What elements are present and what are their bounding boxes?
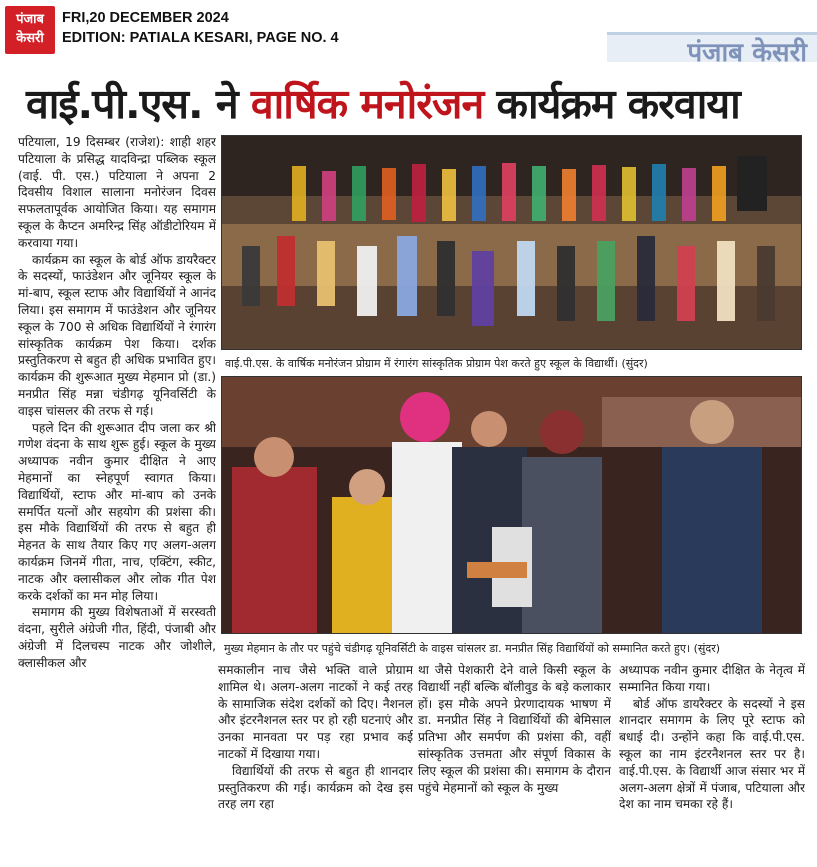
stage-performance-photo (221, 135, 802, 350)
article-headline (26, 74, 806, 136)
article-column-1 (18, 134, 216, 867)
stage-performance-illustration (222, 136, 802, 350)
article-column-3 (418, 662, 611, 867)
clipped-masthead-text: पंजाब केसरी (687, 38, 807, 62)
publication-date: FRI,20 DECEMBER 2024 (62, 10, 229, 26)
paragraph: समागम की मुख्य विशेषताओं में सरस्वती वंदना, सुरीले अंग्रेजी गीत, हिंदी, पंजाबी और अंग्रेजी में दिलचस्प नाटक और जोशीले, क्लासीकल और (18, 605, 216, 670)
paragraph: पटियाला, 19 दिसम्बर (राजेश): शाही शहर पटियाला के प्रसिद्ध यादविन्द्रा पब्लिक स्कूल (वाई. पी. एस.) पटियाला ने अपना 2 दिवसीय विशाल सालाना मनोरंजन दिवस सफलतापूर्वक आयोजित किया। यह समागम स्कूल के कैप्टन अमरिन्द्र सिंह ऑडीटोरियम में करवाया गया। (18, 135, 216, 250)
headline-part-1: वाई.पी.एस. ने (26, 80, 251, 128)
paragraph: समकालीन नाच जैसे भक्ति वाले प्रोग्राम शामिल थे। अलग-अलग नाटकों ने कई तरह के सामाजिक संदेश दर्शकों को दिए। नैशनल और इंटरनैशनल स्तर पर हो रही घटनाएं और उनका मानवता पर पड़ रहा प्रभाव कई नाटकों में दिखाया गया। (218, 663, 413, 761)
photo1-caption: वाई.पी.एस. के वार्षिक मनोरंजन प्रोग्राम में रंगारंग सांस्कृतिक प्रोग्राम पेश करते हुए स्कूल के विद्यार्थी। (सुंदर) (225, 357, 648, 370)
headline-part-3: कार्यक्रम करवाया (483, 80, 740, 128)
paragraph: विद्यार्थियों की तरफ से बहुत ही शानदार प्रस्तुतिकरण की गई। कार्यक्रम को देख इस तरह लग रहा (218, 763, 413, 812)
paragraph: पहले दिन की शुरूआत दीप जला कर श्री गणेश वंदना के साथ शुरू हुई। स्कूल के मुख्य अध्यापक नवीन कुमार दीक्षित ने आए मेहमानों का स्नेहपूर्ण स्वागत किया। विद्यार्थियों, स्टाफ और मां-बाप को उनके समर्पित यत्नों और सहयोग की प्रशंसा की। इस मौके विद्यार्थियों की तरफ से बहुत ही मेहनत के साथ तैयार किए गए अलग-अलग कार्यक्रम जिनमें गीता, नाच, एक्टिंग, स्कीट, नाटक और क्लासीकल और लोक गीत पेश करके दर्शकों का मन मोह लिया। (18, 420, 216, 603)
article-column-4 (619, 662, 805, 867)
headline-part-2: वार्षिक मनोरंजन (250, 80, 484, 128)
masthead-bar (0, 0, 817, 60)
paragraph: कार्यक्रम का स्कूल के बोर्ड ऑफ डायरैक्टर के सदस्यों, फाउंडेशन और जूनियर स्कूल के मां-बाप, स्कूल स्टाफ और विद्यार्थियों ने आनंद लिया। इस समागम में फाउंडेशन और जूनियर स्कूल के 700 से अधिक विद्यार्थियों ने रंगारंग सांस्कृतिक कार्यक्रम पेश किया। दर्शक प्रस्तुतिकरण से बहुत ही अधिक प्रभावित हुए। कार्यक्रम की शुरूआत मुख्य मेहमान प्रो (डा.) मनप्रीत सिंह मन्ना चंडीगढ़ यूनिवर्सिटी के वाइस चांसलर की तरफ से गई। (18, 252, 216, 418)
logo-line-1: पंजाब (16, 12, 44, 27)
newspaper-logo (5, 6, 55, 54)
felicitation-illustration (222, 377, 802, 634)
paragraph: अध्यापक नवीन कुमार दीक्षित के नेतृत्व में सम्मानित किया गया। (619, 663, 805, 694)
clipped-masthead-strip (607, 32, 817, 62)
edition-info (62, 8, 339, 48)
photo2-caption: मुख्य मेहमान के तौर पर पहुंचे चंडीगढ़ यूनिवर्सिटी के वाइस चांसलर डा. मनप्रीत सिंह विद्यार्थियों को सम्मानित करते हुए। (सुंदर) (224, 642, 720, 655)
edition-page: EDITION: PATIALA KESARI, PAGE NO. 4 (62, 30, 339, 46)
felicitation-photo (221, 376, 802, 634)
logo-line-2: केसरी (16, 31, 44, 46)
paragraph: बोर्ड ऑफ डायरैक्टर के सदस्यों ने इस शानदार समागम के लिए पूरे स्टाफ को बधाई दी। उन्होंने कहा कि वाई.पी.एस. स्कूल का नाम इंटरनैशनल स्तर पर है। वाई.पी.एस. के विद्यार्थी आज संसार भर में अलग-अलग क्षेत्रों में पंजाब, पटियाला और देश का नाम चमका रहे हैं। (619, 696, 805, 812)
paragraph: था जैसे पेशकारी देने वाले किसी स्कूल के विद्यार्थी नहीं बल्कि बॉलीवुड के बड़े कलाकार हों। इस मौके अपने प्रेरणादायक भाषण में डा. मनप्रीत सिंह ने विद्यार्थियों की बेमिसाल प्रतिभा और समर्पण की प्रशंसा की, वहीं सांस्कृतिक उत्तमता और संपूर्ण विकास के लिए स्कूल की प्रशंसा की। समागम के दौरान पहुंचे मेहमानों को स्कूल के मुख्य (418, 663, 611, 795)
article-column-2 (218, 662, 413, 867)
